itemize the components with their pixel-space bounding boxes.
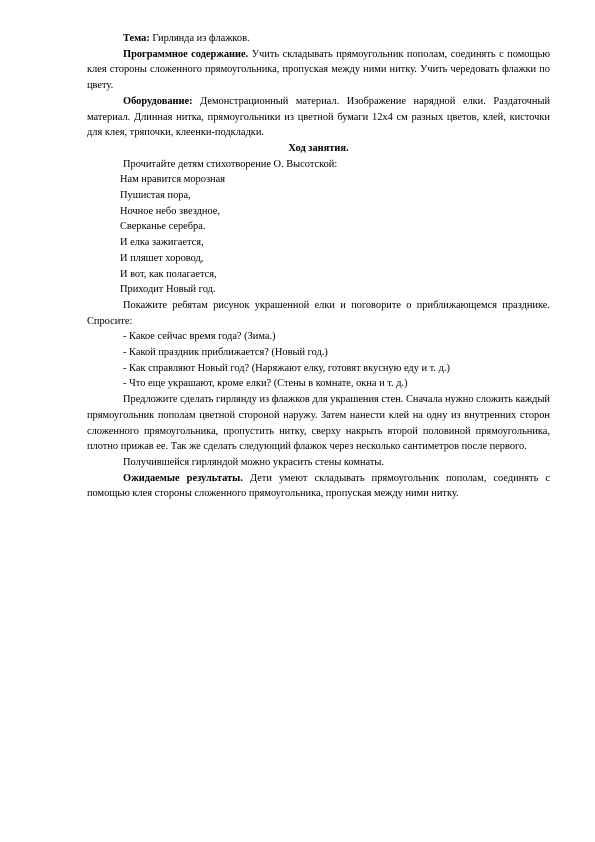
question-item: - Какой праздник приближается? (Новый год.) bbox=[123, 347, 328, 359]
poem-line: И вот, как полагается, bbox=[120, 268, 217, 280]
equipment-paragraph bbox=[87, 94, 550, 141]
instructions-paragraph: Предложите сделать гирлянду из флажков для украшения стен. Сначала нужно сложить каждый прямоугольник пополам цветной стороной наружу. Затем нанести клей на одну из внутренних сторон сложенного прямоугольника, пропустить нитку, сверху накрыть второй половиной прямоугольника, плотно прижав ее. Так же сделать следующий флажок через несколько сантиметров после первого. bbox=[87, 394, 550, 453]
results-text: Дети умеют складывать прямоугольник пополам, соединять с помощью клея стороны сложенного прямоугольника, пропуская между ними нитку. bbox=[87, 472, 550, 500]
program-paragraph bbox=[87, 47, 550, 94]
poem-line: Сверканье серебра. bbox=[120, 221, 206, 233]
course-title: Ход занятия. bbox=[288, 142, 349, 154]
program-label: Программное содержание. bbox=[123, 48, 249, 60]
intro-line: Прочитайте детям стихотворение О. Высотской: bbox=[123, 158, 338, 170]
topic-label: Тема: bbox=[123, 33, 150, 44]
show-picture-paragraph: Покажите ребятам рисунок украшенной елки и поговорите о приближающемся празднике. Спросите: bbox=[87, 299, 550, 327]
poem bbox=[87, 172, 550, 298]
questions-list bbox=[87, 329, 550, 392]
program-text: Учить складывать прямоугольник пополам, соединять с помощью клея стороны сложенного прямоугольника, пропуская между ними нитку. Учить чередовать флажки по цвету. bbox=[87, 48, 550, 92]
poem-line: Нам нравится морозная bbox=[120, 174, 225, 186]
poem-line: И пляшет хоровод, bbox=[120, 252, 204, 264]
document-body bbox=[87, 31, 550, 502]
poem-line: Пушистая пора, bbox=[120, 190, 191, 202]
results-label: Ожидаемые результаты. bbox=[123, 472, 243, 484]
poem-line: Ночное небо звездное, bbox=[120, 205, 220, 217]
garland-use-paragraph: Получившейся гирляндой можно украсить стены комнаты. bbox=[123, 456, 385, 468]
equipment-text: Демонстрационный материал. Изображение нарядной елки. Раздаточный материал. Длинная нитка, прямоугольники из цветной бумаги 12х4 см разных цветов, клей, кисточки для клея, тряпочки, клеенки-подкладки. bbox=[87, 95, 550, 139]
equipment-label: Оборудование: bbox=[123, 95, 193, 107]
poem-line: Приходит Новый год. bbox=[120, 284, 216, 296]
topic-text: Гирлянда из флажков. bbox=[149, 33, 250, 44]
question-item: - Какое сейчас время года? (Зима.) bbox=[123, 331, 276, 343]
topic-paragraph bbox=[87, 31, 550, 47]
results-paragraph bbox=[87, 471, 550, 502]
poem-line: И елка зажигается, bbox=[120, 237, 204, 249]
question-item: - Что еще украшают, кроме елки? (Стены в комнате, окна и т. д.) bbox=[123, 378, 408, 390]
question-item: - Как справляют Новый год? (Наряжают елку, готовят вкусную еду и т. д.) bbox=[123, 362, 450, 374]
